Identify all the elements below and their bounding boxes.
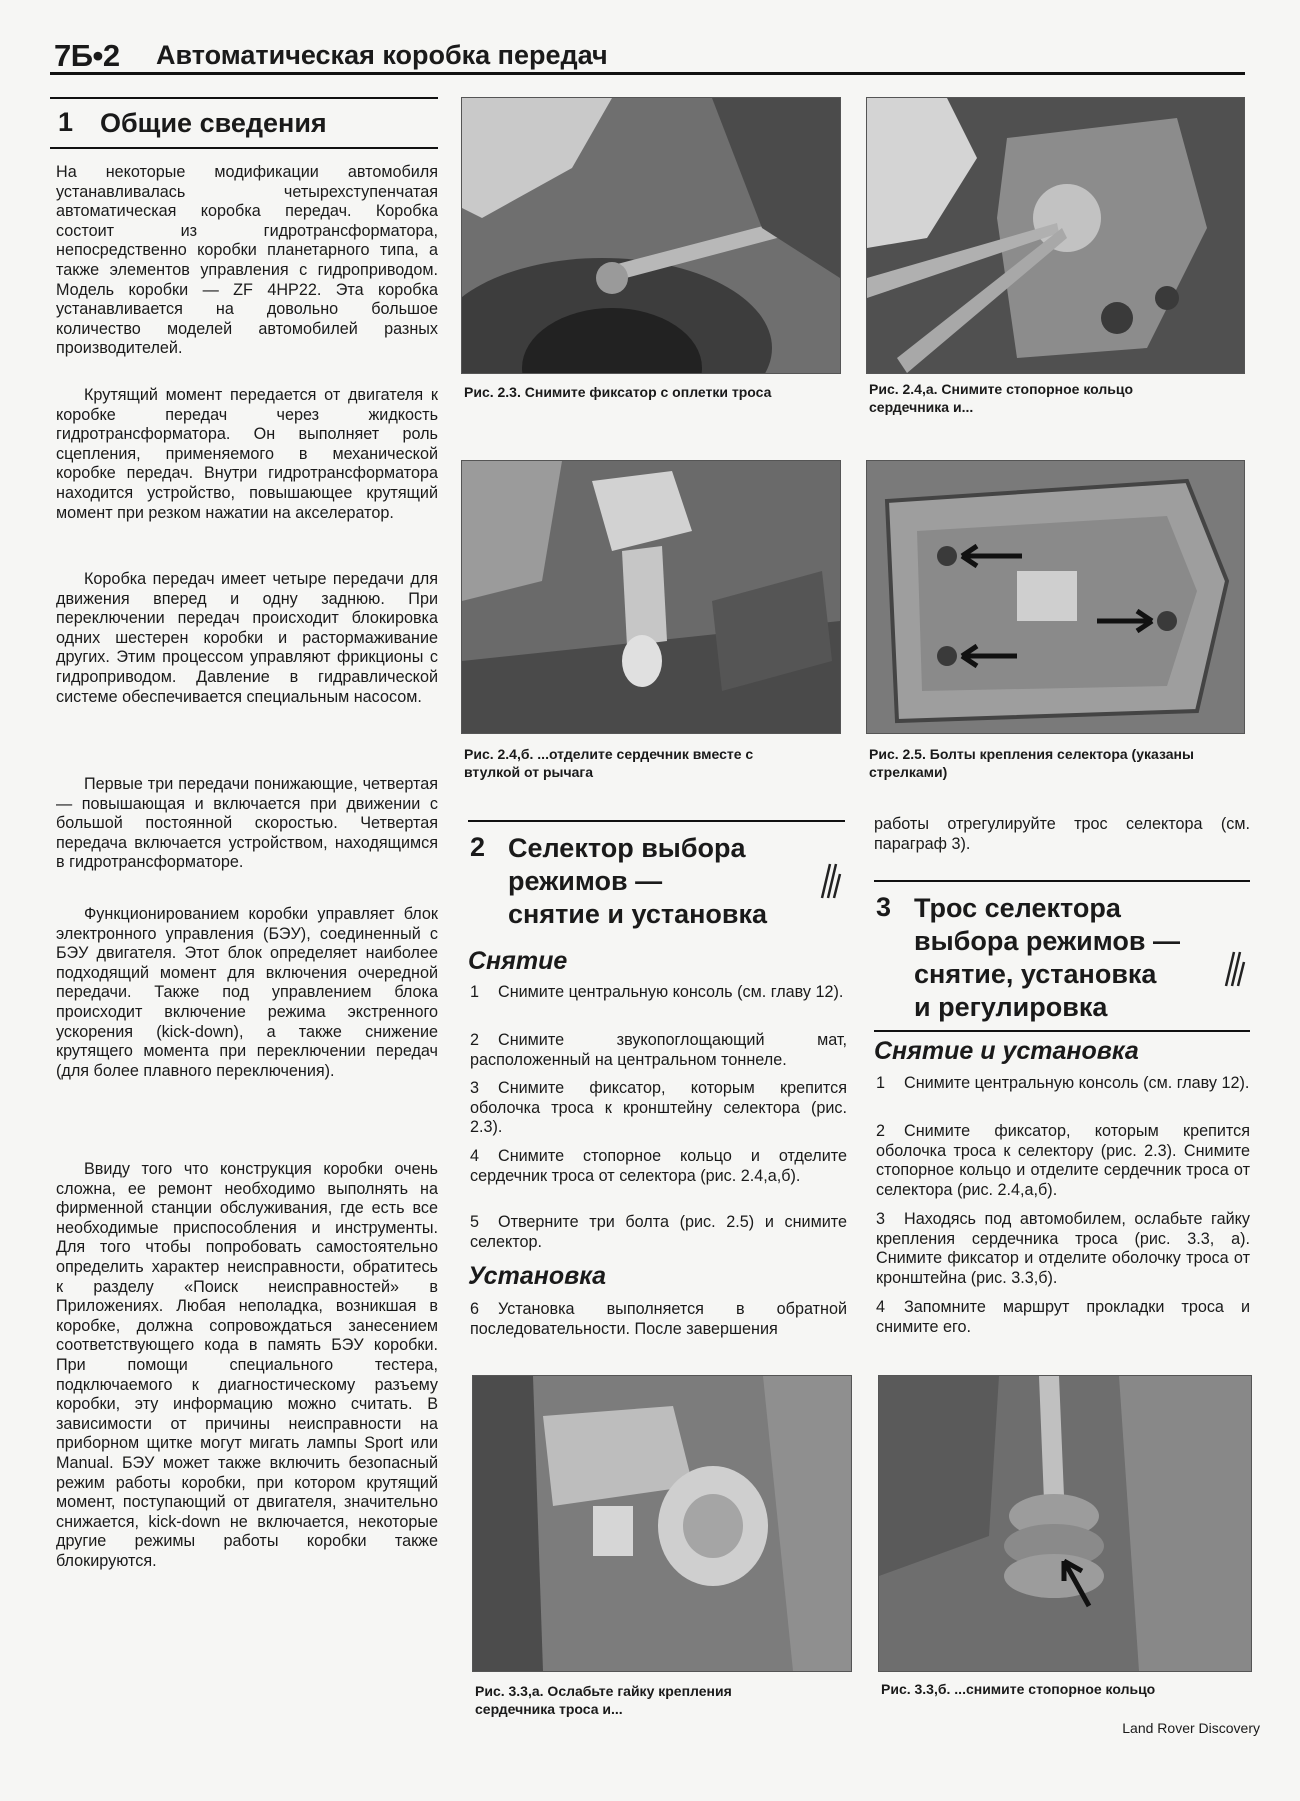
s2-step-5 xyxy=(470,1213,847,1252)
section-1-title: Общие сведения xyxy=(100,108,327,138)
photo-fig-2-5 xyxy=(866,460,1245,734)
section-1-heading xyxy=(50,97,438,149)
footer-book-title: Land Rover Discovery xyxy=(1122,1720,1260,1736)
section-2-heading xyxy=(468,820,845,942)
difficulty-icon xyxy=(1224,948,1246,988)
section-3-title-line-2: выбора режимов — xyxy=(914,926,1180,956)
s2-step-3-number: 3 xyxy=(470,1079,480,1097)
s2-step-5-number: 5 xyxy=(470,1213,480,1231)
s2-step-4-number: 4 xyxy=(470,1147,480,1165)
chapter-title: Автоматическая коробка передач xyxy=(156,40,608,70)
section-1-number: 1 xyxy=(58,107,74,137)
section-3-subheading: Снятие и установка xyxy=(874,1037,1139,1065)
s3-step-2-text: Снимите фиксатор, которым крепится оболочка троса к селектору (рис. 2.3). Снимите стопорное кольцо и отделите сердечник троса от селектора (рис. 2.4,а,б). xyxy=(876,1122,1250,1199)
s1-paragraph-6: Ввиду того что конструкция коробки очень сложна, ее ремонт необходимо выполнять на фирменной станции обслуживания, где есть все необходимые приспособления и инструменты. Для того чтобы попробовать самостоятельно определить характер неисправности, обратитесь к разделу «Поиск неисправностей» в Приложениях. Любая неполадка, возникшая в коробке, должна сопровождаться занесением соответствующего кода в память БЭУ коробки. При помощи специального тестера, подключаемого к диагностическому разъему коробки, эту информацию можно считать. В зависимости от причины неисправности на приборном щитке могут мигать лампы Sport или Manual. БЭУ может также включить безопасный режим работы коробки, при котором крутящий момент, поступающий от двигателя, значительно снижается, kick-down не включается, некоторые другие режимы работы коробки также блокируются. xyxy=(56,1160,438,1570)
s3-step-3-text: Находясь под автомобилем, ослабьте гайку крепления сердечника троса (рис. 3.3, а). Снимите фиксатор и отделите оболочку троса от кронштейна (рис. 3.3,б). xyxy=(876,1210,1250,1287)
s2-step-3 xyxy=(470,1079,847,1138)
section-3-title-line-4: и регулировка xyxy=(914,992,1108,1022)
caption-fig-2-3: Рис. 2.3. Снимите фиксатор с оплетки троса xyxy=(464,384,772,400)
s3-step-4-number: 4 xyxy=(876,1298,886,1316)
s2-step-2-text: Снимите звукопоглощающий мат, расположенный на центральном тоннеле. xyxy=(470,1031,847,1069)
photo-fig-2-3 xyxy=(461,97,841,374)
caption-fig-2-5: Рис. 2.5. Болты крепления селектора (указаны стрелками) xyxy=(869,746,1194,780)
s2-step-3-text: Снимите фиксатор, которым крепится оболочка троса к кронштейну селектора (рис. 2.3). xyxy=(470,1079,847,1137)
s2-step-2-number: 2 xyxy=(470,1031,480,1049)
install-heading: Установка xyxy=(468,1262,607,1290)
caption-fig-3-3a: Рис. 3.3,а. Ослабьте гайку крепления сердечника троса и... xyxy=(475,1683,732,1717)
s3-step-1-text: Снимите центральную консоль (см. главу 12). xyxy=(904,1074,1250,1092)
section-2-title-line-3: снятие и установка xyxy=(508,899,768,929)
s2-step-6 xyxy=(470,1300,847,1339)
s3-step-1-number: 1 xyxy=(876,1074,886,1092)
s3-step-2-number: 2 xyxy=(876,1122,886,1140)
s2-step-4-text: Снимите стопорное кольцо и отделите сердечник троса от селектора (рис. 2.4,а,б). xyxy=(470,1147,847,1185)
page-header xyxy=(50,36,1245,75)
section-3-title-line-3: снятие, установка xyxy=(914,959,1157,989)
s1-paragraph-1: На некоторые модификации автомобиля устанавливалась четырехступенчатая автоматическая коробка передач. Коробка состоит из гидротрансформатора, непосредственно коробки планетарного типа, а также элементов управления с гидроприводом. Модель коробки — ZF 4HP22. Эта коробка устанавливается на довольно большое количество моделей автомобилей разных производителей. xyxy=(56,163,438,358)
section-2-title-line-1: Селектор выбора xyxy=(508,833,746,863)
s1-paragraph-4: Первые три передачи понижающие, четвертая — повышающая и включается при движении с большой постоянной скоростью. Четвертая передача включается устройством, находящимся в гидротрансформаторе. xyxy=(56,775,438,872)
s1-paragraph-5: Функционированием коробки управляет блок электронного управления (БЭУ), соединенный с БЭУ двигателя. Этот блок определяет наиболее подходящий момент для включения очередной передачи. Также под управлением блока происходит включение режима экстренного ускорения (kick-down), а также снижение крутящего момента при переключении передач (для более плавного переключения). xyxy=(56,905,438,1080)
s1-paragraph-2: Крутящий момент передается от двигателя к коробке передач через жидкость гидротрансформатора. Он выполняет роль сцепления, применяемого в механической коробке передач. Внутри гидротрансформатора находится устройство, повышающее крутящий момент при резком нажатии на акселератор. xyxy=(56,386,438,522)
s3-step-3-number: 3 xyxy=(876,1210,886,1228)
section-3-number: 3 xyxy=(876,892,892,922)
s2-step-6-text: Установка выполняется в обратной последовательности. После завершения xyxy=(470,1300,847,1338)
s3-step-4 xyxy=(876,1298,1250,1337)
s2-step-6-number: 6 xyxy=(470,1300,480,1318)
section-3-title-line-1: Трос селектора xyxy=(914,893,1121,923)
s2-step-1 xyxy=(470,983,847,1003)
photo-fig-3-3b xyxy=(878,1375,1252,1672)
photo-fig-2-4b xyxy=(461,460,841,734)
page-number: 7Б•2 xyxy=(54,38,120,73)
caption-fig-2-4a: Рис. 2.4,а. Снимите стопорное кольцо сердечника и... xyxy=(869,381,1134,415)
s3-step-1 xyxy=(876,1074,1250,1094)
s1-paragraph-3: Коробка передач имеет четыре передачи для движения вперед и одну заднюю. При переключении передач происходит блокировка одних шестерен коробки и растормаживание других. Этим процессом управляют фрикционы с гидроприводом. Давление в гидравлической системе обеспечивается специальным насосом. xyxy=(56,570,438,706)
s2-step-4 xyxy=(470,1147,847,1186)
s2-step-1-number: 1 xyxy=(470,983,480,1001)
section-2-title-line-2: режимов — xyxy=(508,866,663,896)
removal-heading: Снятие xyxy=(468,947,568,975)
s3-step-3 xyxy=(876,1210,1250,1288)
s2-step-5-text: Отверните три болта (рис. 2.5) и снимите селектор. xyxy=(470,1213,847,1251)
s2-step-1-text: Снимите центральную консоль (см. главу 12). xyxy=(498,983,844,1001)
s3-step-4-text: Запомните маршрут прокладки троса и снимите его. xyxy=(876,1298,1250,1336)
section-3-heading xyxy=(874,880,1250,1032)
caption-fig-2-4b: Рис. 2.4,б. ...отделите сердечник вместе с втулкой от рычага xyxy=(464,746,754,780)
section-2-number: 2 xyxy=(470,832,486,862)
difficulty-icon xyxy=(820,860,842,900)
s3-step-2 xyxy=(876,1122,1250,1200)
photo-fig-3-3a xyxy=(472,1375,852,1672)
photo-fig-2-4a xyxy=(866,97,1245,374)
s2-step-2 xyxy=(470,1031,847,1070)
caption-fig-3-3b: Рис. 3.3,б. ...снимите стопорное кольцо xyxy=(881,1681,1156,1697)
s2-step-6-continuation: работы отрегулируйте трос селектора (см. параграф 3). xyxy=(874,815,1250,853)
